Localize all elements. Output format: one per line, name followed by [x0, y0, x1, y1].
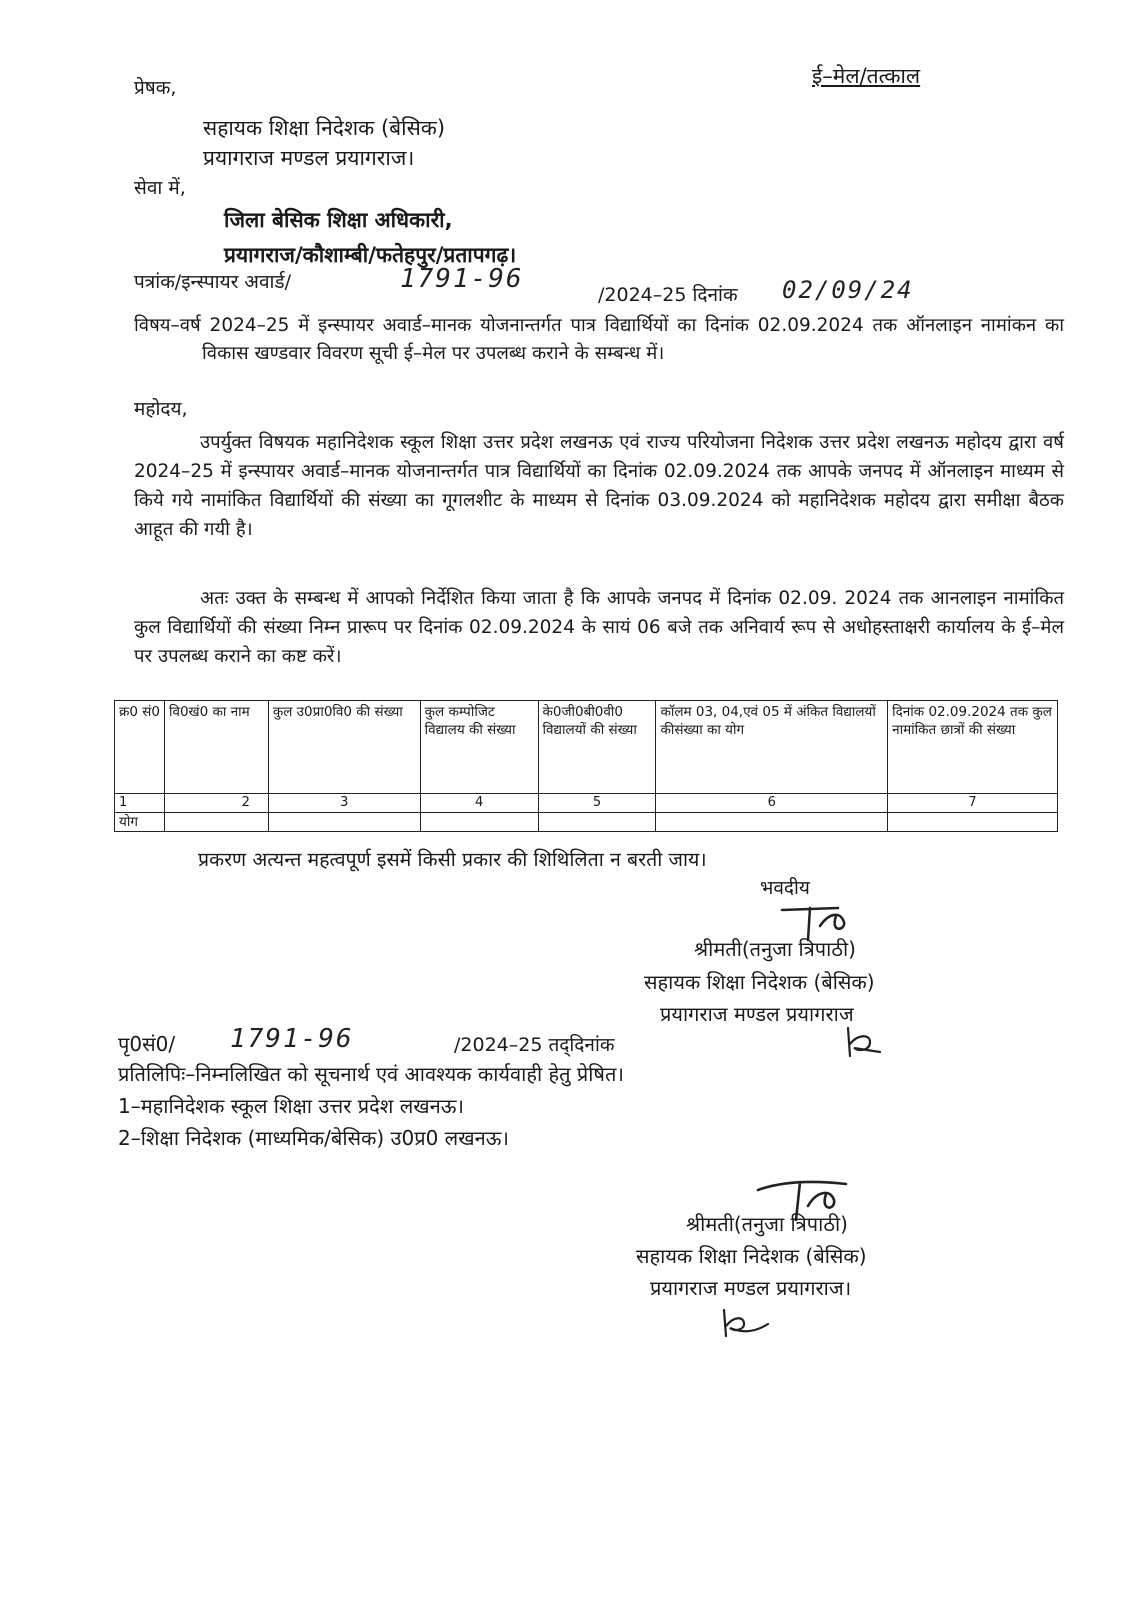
- table-cell: [538, 813, 656, 832]
- handwritten-initials: [840, 1022, 890, 1062]
- table-cell: [268, 813, 420, 832]
- sender-label: प्रेषक,: [134, 77, 177, 99]
- copy-to-heading: प्रतिलिपिः–निम्नलिखित को सूचनार्थ एवं आवश्यक कार्यवाही हेतु प्रेषित।: [118, 1062, 624, 1086]
- sender-designation: सहायक शिक्षा निदेशक (बेसिक): [203, 116, 446, 140]
- signatory-designation: सहायक शिक्षा निदेशक (बेसिक): [644, 970, 875, 994]
- column-number: 2: [164, 794, 268, 813]
- copy-to-item: 1–महानिदेशक स्कूल शिक्षा उत्तर प्रदेश लखनऊ।: [118, 1094, 464, 1118]
- column-header-serial: क्र0 सं0: [115, 701, 165, 794]
- signatory-designation: सहायक शिक्षा निदेशक (बेसिक): [636, 1244, 867, 1268]
- body-paragraph-1: उपर्युक्त विषयक महानिदेशक स्कूल शिक्षा उत्तर प्रदेश लखनऊ एवं राज्य परियोजना निदेशक उत्तर प्रदेश लखनऊ महोदय द्वारा वर्ष 2024–25 में इन्स्पायर अवार्ड–मानक योजनान्तर्गत पात्र विद्यार्थियों का दिनांक 02.09.2024 तक आपके जनपद में ऑनलाइन माध्यम से किये गये नामांकित विद्यार्थियों की संख्या का गूगलशीट के माध्यम से दिनांक 03.09.2024 को महानिदेशक महोदय द्वारा समीक्षा बैठक आहूत की गयी है।: [134, 432, 1064, 540]
- sender-office: प्रयागराज मण्डल प्रयागराज।: [203, 146, 415, 170]
- endorsement-year: /2024–25 तद्‌दिनांक: [454, 1034, 615, 1056]
- column-number: 4: [420, 794, 538, 813]
- endorsement-prefix: पृ0सं0/: [118, 1032, 176, 1056]
- column-number: 5: [538, 794, 656, 813]
- column-number: 3: [268, 794, 420, 813]
- column-header-total-enrolled: दिनांक 02.09.2024 तक कुल नामांकित छात्रों की संख्या: [888, 701, 1058, 794]
- column-number: 1: [115, 794, 165, 813]
- copy-to-item: 2–शिक्षा निदेशक (माध्यमिक/बेसिक) उ0प्र0 लखनऊ।: [118, 1126, 509, 1150]
- enrollment-format-table: [114, 700, 1058, 832]
- reference-year-date-label: /2024–25 दिनांक: [598, 284, 738, 306]
- reference-number-handwritten: 1791-96: [400, 264, 524, 294]
- table-row: [115, 813, 1058, 832]
- closing: भवदीय: [760, 877, 810, 899]
- reference-date-handwritten: 02/09/24: [782, 276, 914, 304]
- column-number: 6: [656, 794, 888, 813]
- importance-note: प्रकरण अत्यन्त महत्वपूर्ण इसमें किसी प्रकार की शिथिलिता न बरती जाय।: [198, 848, 707, 871]
- column-number: 7: [888, 794, 1058, 813]
- signatory-name: श्रीमती(तनुजा त्रिपाठी): [686, 1212, 848, 1236]
- table-cell: [888, 813, 1058, 832]
- email-urgent-tag: ई–मेल/तत्काल: [812, 64, 921, 88]
- signatory-name: श्रीमती(तनुजा त्रिपाठी): [694, 937, 856, 961]
- column-header-kgbv-count: के0जी0बी0वी0 विद्यालयों की संख्या: [538, 701, 656, 794]
- subject: विषय–वर्ष 2024–25 में इन्स्पायर अवार्ड–मानक योजनान्तर्गत पात्र विद्यार्थियों का दिनांक 02.09.2024 तक ऑनलाइन नामांकन का विकास खण्डवार विवरण सूची ई–मेल पर उपलब्ध कराने के सम्बन्ध में।: [134, 315, 1064, 364]
- salutation: महोदय,: [134, 398, 188, 420]
- body-paragraph-2: अतः उक्त के सम्बन्ध में आपको निर्देशित किया जाता है कि आपके जनपद में दिनांक 02.09. 2024 तक आनलाइन नामांकित कुल विद्यार्थियों की संख्या निम्न प्रारूप पर दिनांक 02.09.2024 के सायं 06 बजे तक अनिवार्य रूप से अधोहस्ताक्षरी कार्यालय के ई–मेल पर उपलब्ध कराने का कष्ट करें।: [134, 588, 1064, 667]
- reference-prefix: पत्रांक/इन्स्पायर अवार्ड/: [134, 271, 291, 293]
- table-row: [115, 794, 1058, 813]
- signatory-office: प्रयागराज मण्डल प्रयागराज: [660, 1002, 854, 1026]
- table-cell: [656, 813, 888, 832]
- column-header-upper-primary-count: कुल उ0प्रा0वि0 की संख्या: [268, 701, 420, 794]
- column-header-sum-of-schools: कॉलम 03, 04,एवं 05 में अंकित विद्यालयों कीसंख्या का योग: [656, 701, 888, 794]
- endorsement-number-handwritten: 1791-96: [230, 1024, 354, 1054]
- column-header-block-name: वि0खं0 का नाम: [164, 701, 268, 794]
- table-cell: [420, 813, 538, 832]
- signatory-office: प्रयागराज मण्डल प्रयागराज।: [650, 1276, 852, 1300]
- column-header-composite-count: कुल कम्पोजिट विद्यालय की संख्या: [420, 701, 538, 794]
- table-header-row: [115, 701, 1058, 794]
- recipient-districts: प्रयागराज/कौशाम्बी/फतेहपुर/प्रतापगढ़।: [224, 243, 517, 267]
- total-label: योग: [115, 813, 165, 832]
- table-cell: [164, 813, 268, 832]
- recipient-label: सेवा में,: [134, 177, 186, 199]
- recipient-designation: जिला बेसिक शिक्षा अधिकारी,: [224, 208, 453, 232]
- handwritten-initials: [716, 1306, 776, 1342]
